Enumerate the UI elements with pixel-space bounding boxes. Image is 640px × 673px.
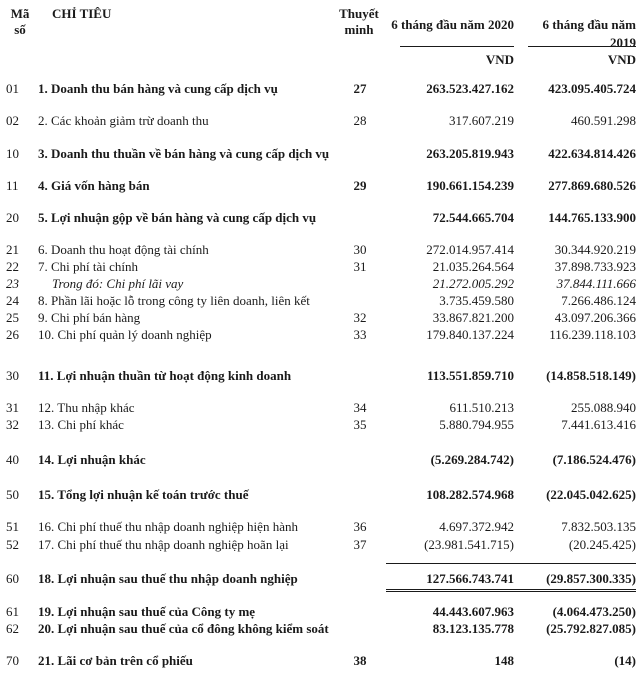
- currency-2019: VND: [607, 52, 636, 67]
- row-value-2020: 21.272.005.292: [432, 276, 514, 291]
- row-value-2019: (20.245.425): [568, 537, 636, 552]
- row-value-2019: (4.064.473.250): [552, 604, 636, 619]
- row-value-2020: 5.880.794.955: [439, 417, 514, 432]
- row-code: 10: [6, 146, 19, 161]
- row-value-2020: 21.035.264.564: [432, 259, 514, 274]
- row-note: 36: [353, 519, 367, 534]
- currency-2020: VND: [485, 52, 514, 67]
- row-value-2019: 37.898.733.923: [554, 259, 636, 274]
- row-note: 31: [353, 259, 367, 274]
- row-note: 35: [353, 417, 367, 432]
- row-label: 13. Chi phí khác: [38, 417, 124, 432]
- row-note: 33: [353, 327, 367, 342]
- subtotal-line-2019: [512, 563, 636, 564]
- table-row: [0, 275, 640, 292]
- row-label: 15. Tổng lợi nhuận kế toán trước thuế: [38, 487, 249, 502]
- row-value-2020: (5.269.284.742): [430, 452, 514, 467]
- total-line-2019-a: [512, 589, 636, 590]
- header-col-2020: 6 tháng đầu năm 2020: [391, 17, 514, 32]
- row-value-2020: 3.735.459.580: [439, 293, 514, 308]
- row-label: 2. Các khoản giảm trừ doanh thu: [38, 113, 209, 128]
- row-code: 50: [6, 487, 19, 502]
- row-note: 27: [353, 81, 367, 96]
- row-value-2019: 422.634.814.426: [548, 146, 636, 161]
- row-value-2020: 83.123.135.778: [432, 621, 514, 636]
- header-code: Mã số: [10, 6, 30, 37]
- row-code: 62: [6, 621, 19, 636]
- row-code: 31: [6, 400, 19, 415]
- table-row: [0, 309, 640, 326]
- row-code: 32: [6, 417, 19, 432]
- table-row: [0, 518, 640, 535]
- row-value-2020: 263.523.427.162: [426, 81, 514, 96]
- table-row: [0, 292, 640, 309]
- row-label: 11. Lợi nhuận thuần từ hoạt động kinh doanh: [38, 368, 292, 383]
- row-note: 38: [353, 653, 367, 668]
- row-code: 20: [6, 210, 19, 225]
- table-row: [0, 620, 640, 637]
- row-value-2019: (14.858.518.149): [546, 368, 636, 383]
- row-code: 40: [6, 452, 19, 467]
- row-code: 52: [6, 537, 19, 552]
- row-label: 21. Lãi cơ bản trên cổ phiếu: [38, 653, 193, 668]
- total-line-2020-a: [386, 589, 514, 590]
- row-value-2019: 116.239.118.103: [549, 327, 636, 342]
- row-value-2020: 127.566.743.741: [426, 571, 514, 586]
- table-row: [0, 112, 640, 129]
- row-value-2020: 113.551.859.710: [426, 368, 514, 383]
- row-value-2020: 108.282.574.968: [426, 487, 514, 502]
- row-code: 60: [6, 571, 19, 586]
- row-value-2020: (23.981.541.715): [424, 537, 514, 552]
- row-code: 30: [6, 368, 19, 383]
- row-value-2020: 190.661.154.239: [426, 178, 514, 193]
- row-value-2019: 30.344.920.219: [554, 242, 636, 257]
- table-row: [0, 536, 640, 553]
- row-note: 28: [353, 113, 367, 128]
- table-row: [0, 486, 640, 503]
- row-label: 6. Doanh thu hoạt động tài chính: [38, 242, 209, 257]
- table-row: [0, 570, 640, 587]
- row-code: 23: [6, 276, 19, 291]
- table-row: [0, 416, 640, 433]
- row-code: 22: [6, 259, 19, 274]
- row-note: 37: [353, 537, 367, 552]
- row-label: 10. Chi phí quản lý doanh nghiệp: [38, 327, 212, 342]
- row-note: 32: [353, 310, 367, 325]
- row-note: 30: [353, 242, 367, 257]
- row-value-2020: 4.697.372.942: [439, 519, 514, 534]
- row-value-2019: (25.792.827.085): [546, 621, 636, 636]
- table-row: [0, 451, 640, 468]
- row-note: 34: [353, 400, 367, 415]
- row-value-2019: (7.186.524.476): [552, 452, 636, 467]
- row-value-2019: 460.591.298: [571, 113, 636, 128]
- row-value-2019: 144.765.133.900: [548, 210, 636, 225]
- row-code: 61: [6, 604, 19, 619]
- row-label: 14. Lợi nhuận khác: [38, 452, 146, 467]
- header-title: CHỈ TIÊU: [52, 6, 112, 21]
- row-value-2019: 277.869.680.526: [548, 178, 636, 193]
- row-value-2019: 7.832.503.135: [561, 519, 636, 534]
- row-label: 9. Chi phí bán hàng: [38, 310, 141, 325]
- row-value-2020: 179.840.137.224: [426, 327, 514, 342]
- row-label: 12. Thu nhập khác: [38, 400, 135, 415]
- row-note: 29: [353, 178, 367, 193]
- table-row: [0, 241, 640, 258]
- table-row: [0, 177, 640, 194]
- row-value-2020: 263.205.819.943: [426, 146, 514, 161]
- row-label: 16. Chi phí thuế thu nhập doanh nghiệp hiện hành: [38, 519, 298, 534]
- row-value-2020: 44.443.607.963: [432, 604, 514, 619]
- row-code: 51: [6, 519, 19, 534]
- row-code: 11: [6, 178, 19, 193]
- table-row: [0, 258, 640, 275]
- row-label: 19. Lợi nhuận sau thuế của Công ty mẹ: [38, 604, 256, 619]
- table-row: [0, 367, 640, 384]
- subtotal-line-2020: [386, 563, 514, 564]
- row-code: 01: [6, 81, 19, 96]
- table-row: [0, 80, 640, 97]
- row-label: 8. Phần lãi hoặc lỗ trong công ty liên doanh, liên kết: [38, 293, 310, 308]
- row-label: Trong đó: Chi phí lãi vay: [52, 276, 184, 291]
- row-label: 4. Giá vốn hàng bán: [38, 178, 150, 193]
- row-value-2020: 611.510.213: [449, 400, 514, 415]
- row-value-2020: 272.014.957.414: [426, 242, 514, 257]
- row-value-2019: 423.095.405.724: [548, 81, 636, 96]
- table-row: [0, 399, 640, 416]
- row-code: 21: [6, 242, 19, 257]
- row-code: 24: [6, 293, 19, 308]
- row-value-2019: 43.097.206.366: [554, 310, 636, 325]
- row-label: 1. Doanh thu bán hàng và cung cấp dịch vụ: [38, 81, 278, 96]
- row-value-2019: (29.857.300.335): [546, 571, 636, 586]
- row-value-2020: 148: [494, 653, 514, 668]
- total-line-2020-b: [386, 591, 514, 592]
- row-label: 7. Chi phí tài chính: [38, 259, 139, 274]
- header-col-2019: 6 tháng đầu năm 2019: [542, 17, 636, 50]
- row-value-2019: 7.266.486.124: [561, 293, 636, 308]
- row-code: 70: [6, 653, 19, 668]
- table-row: [0, 326, 640, 343]
- row-value-2019: (14): [614, 653, 636, 668]
- row-label: 20. Lợi nhuận sau thuế của cổ đông không kiểm soát: [38, 621, 329, 636]
- row-value-2020: 317.607.219: [449, 113, 514, 128]
- row-value-2019: 7.441.613.416: [561, 417, 636, 432]
- row-label: 5. Lợi nhuận gộp về bán hàng và cung cấp dịch vụ: [38, 210, 317, 225]
- row-value-2020: 72.544.665.704: [432, 210, 514, 225]
- table-row: [0, 603, 640, 620]
- row-code: 26: [6, 327, 19, 342]
- row-value-2019: 37.844.111.666: [556, 276, 636, 291]
- header-divider-2019: [528, 46, 636, 47]
- row-label: 17. Chi phí thuế thu nhập doanh nghiệp hoãn lại: [38, 537, 289, 552]
- total-line-2019-b: [512, 591, 636, 592]
- table-row: [0, 652, 640, 669]
- table-row: [0, 145, 640, 162]
- header-divider-2020: [400, 46, 514, 47]
- row-value-2020: 33.867.821.200: [432, 310, 514, 325]
- row-code: 25: [6, 310, 19, 325]
- row-value-2019: (22.045.042.625): [546, 487, 636, 502]
- table-row: [0, 209, 640, 226]
- row-code: 02: [6, 113, 19, 128]
- row-label: 18. Lợi nhuận sau thuế thu nhập doanh nghiệp: [38, 571, 298, 586]
- row-value-2019: 255.088.940: [571, 400, 636, 415]
- header-note: Thuyết minh: [339, 6, 379, 37]
- row-label: 3. Doanh thu thuần về bán hàng và cung cấp dịch vụ: [38, 146, 330, 161]
